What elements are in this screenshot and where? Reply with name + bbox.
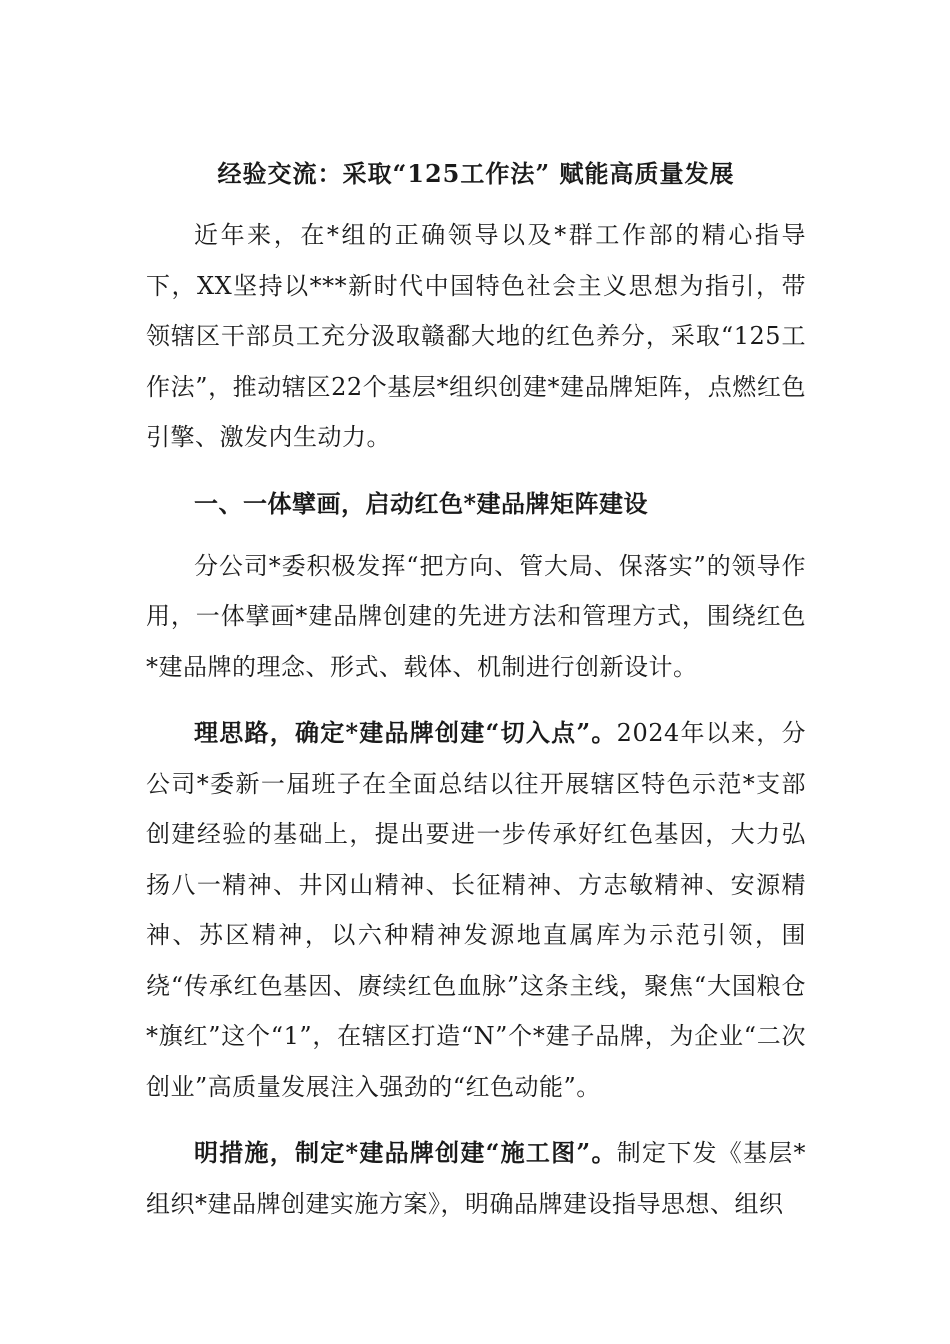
point2-body: 制定下发《基层*组织*建品牌创建实施方案》，明确品牌建设指导思想、组织 [146, 1139, 806, 1218]
point1-body: 2024年以来，分公司*委新一届班子在全面总结以往开展辖区特色示范*支部创建经验的基础上，提出要进一步传承好红色基因，大力弘扬八一精神、井冈山精神、长征精神、方志敏精神、安源精神、苏区精神，以六种精神发源地直属库为示范引领，围绕“传承红色基因、赓续红色血脉”这条主线，聚焦“大国粮仓*旗红”这个“1”，在辖区打造“N”个*建子品牌，为企业“二次创业”高质量发展注入强劲的“红色动能”。 [146, 719, 806, 1101]
section1-paragraph: 分公司*委积极发挥“把方向、管大局、保落实”的领导作用，一体擘画*建品牌创建的先进方法和管理方式，围绕红色*建品牌的理念、形式、载体、机制进行创新设计。 [146, 551, 806, 681]
intro-paragraph: 近年来，在*组的正确领导以及*群工作部的精心指导下，XX坚持以***新时代中国特色社会主义思想为指引，带领辖区干部员工充分汲取赣鄱大地的红色养分，采取“125工作法”，推动辖区22个基层*组织创建*建品牌矩阵，点燃红色引擎、激发内生动力。 [146, 221, 806, 451]
point1-lead: 理思路，确定*建品牌创建“切入点”。 [194, 718, 617, 747]
document-page [146, 150, 806, 1229]
document-title: 经验交流：采取“125工作法” 赋能高质量发展 [217, 159, 735, 188]
point1-paragraph [146, 708, 806, 1112]
point2-paragraph [146, 1128, 806, 1229]
section-heading-1: 一、一体擘画，启动红色*建品牌矩阵建设 [194, 488, 649, 518]
point2-lead: 明措施，制定*建品牌创建“施工图”。 [194, 1138, 617, 1167]
